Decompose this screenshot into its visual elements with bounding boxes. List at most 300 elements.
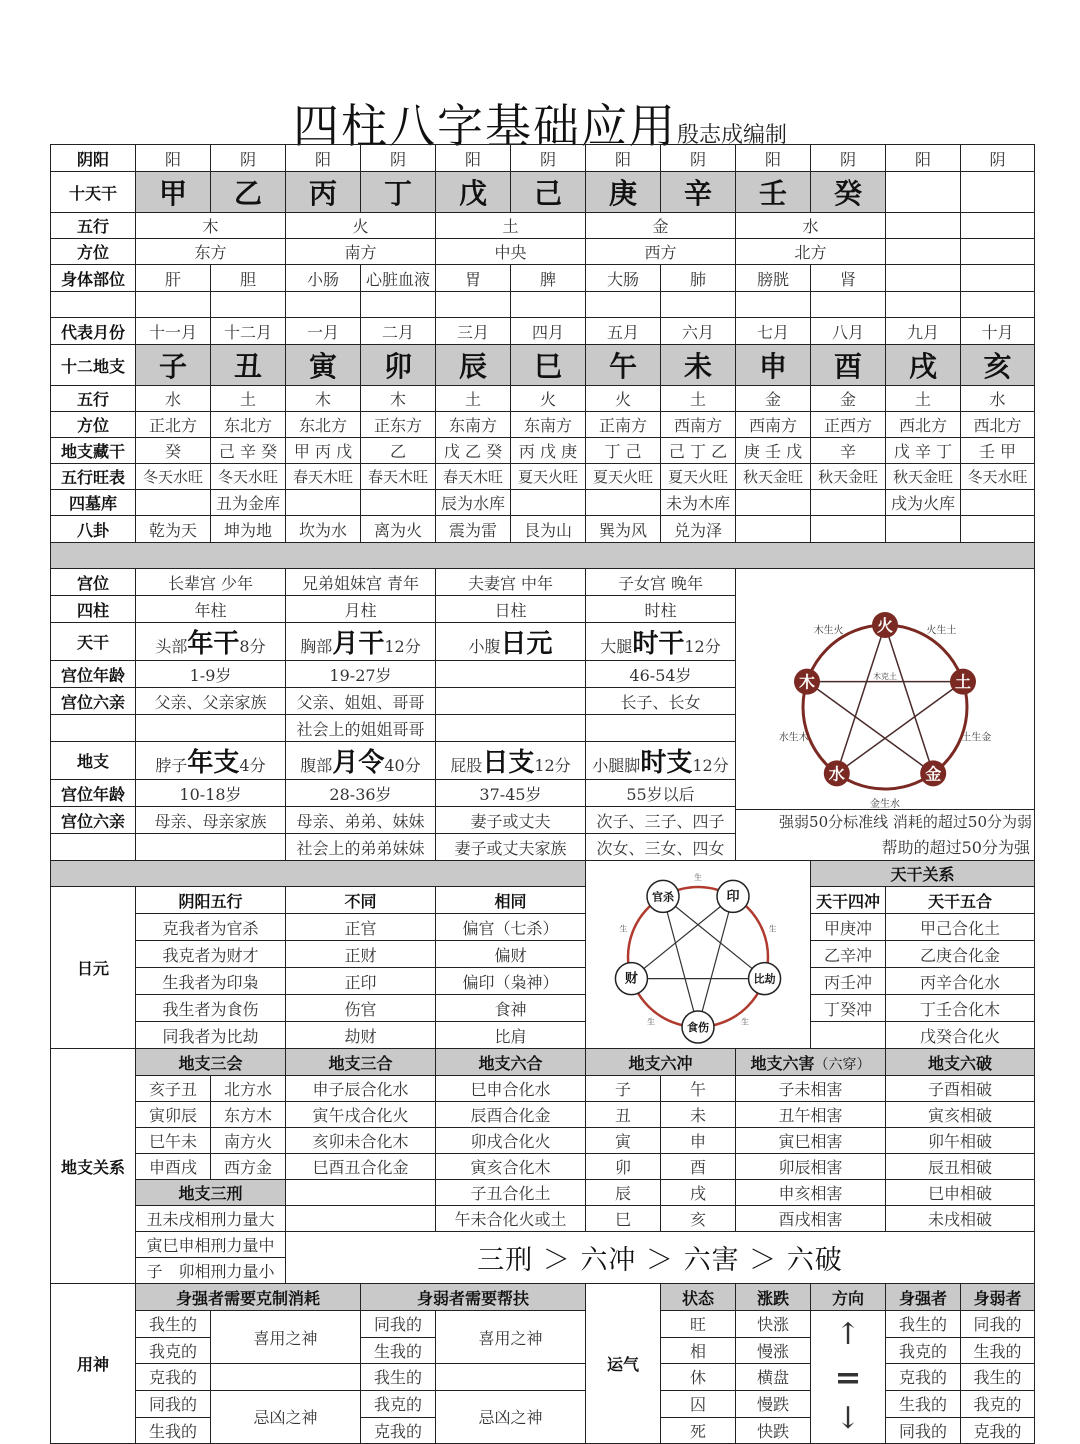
month-cell: 二月 xyxy=(361,318,436,345)
row-body xyxy=(51,265,1035,292)
empty-cell xyxy=(736,516,811,543)
column-header: 地支三会 xyxy=(136,1049,286,1076)
section-divider xyxy=(51,861,586,887)
body-part-label: 小腿脚 xyxy=(592,756,641,775)
relative-cell xyxy=(436,688,586,715)
column-header: 涨跌 xyxy=(736,1284,811,1311)
relative-cell: 母亲、母亲家族 xyxy=(136,807,286,834)
trend-cell: 慢跌 xyxy=(736,1390,811,1417)
weak-item: 克我的 xyxy=(361,1417,436,1444)
six-clash-cell: 午 xyxy=(661,1076,736,1102)
strong-fortune-cell: 生我的 xyxy=(886,1390,961,1417)
muku-cell xyxy=(511,490,586,516)
earthly-branch: 子 xyxy=(136,345,211,386)
empty-cell xyxy=(51,292,136,318)
wuxing2-cell: 土 xyxy=(661,386,736,412)
favorable-god: 喜用之神 xyxy=(436,1311,586,1364)
row-dizhi xyxy=(51,1180,1035,1206)
empty-cell xyxy=(436,715,586,742)
empty-cell xyxy=(286,1180,436,1206)
useful-god-table xyxy=(51,1284,1035,1444)
body-part-label: 头部 xyxy=(155,637,188,656)
strong-fortune-cell: 我克的 xyxy=(886,1337,961,1364)
triple-meeting-cell: 北方水 xyxy=(211,1076,286,1102)
six-break-cell: 未戌相破 xyxy=(886,1206,1035,1232)
element-cell: 金 xyxy=(586,213,736,239)
weak-fortune-cell: 生我的 xyxy=(961,1337,1035,1364)
heavenly-stem: 癸 xyxy=(811,172,886,213)
pillar-score-cell xyxy=(586,742,736,780)
ten-god-label: 食伤 xyxy=(687,1020,709,1034)
canggan-cell: 丙 戊 庚 xyxy=(511,438,586,464)
pillar-name: 日支 xyxy=(482,748,535,778)
wuxing2-cell: 木 xyxy=(361,386,436,412)
direction-cell: 中央 xyxy=(436,239,586,265)
body-part-label: 脖子 xyxy=(155,756,188,775)
pillar-score-cell xyxy=(286,742,436,780)
pillar-name: 时支 xyxy=(640,748,693,778)
ten-god-cell: 偏印（枭神） xyxy=(436,968,586,995)
muku-cell xyxy=(811,490,886,516)
six-harm-cell: 丑午相害 xyxy=(736,1102,886,1128)
pillar-score: 12分 xyxy=(692,756,729,775)
row-fangwei1 xyxy=(51,239,1035,265)
pillar-score: 4分 xyxy=(239,756,266,775)
month-cell: 九月 xyxy=(886,318,961,345)
status-cell: 囚 xyxy=(661,1390,736,1417)
restraint-line xyxy=(698,896,733,1027)
yinyang-cell: 阴 xyxy=(511,145,586,172)
month-cell: 十一月 xyxy=(136,318,211,345)
weak-fortune-cell: 我生的 xyxy=(961,1364,1035,1391)
element-label: 水 xyxy=(828,763,845,783)
pillar-score: 12分 xyxy=(384,637,421,656)
wuxing2-cell: 金 xyxy=(811,386,886,412)
pillar-name: 月令 xyxy=(332,748,385,778)
element-node xyxy=(872,612,898,638)
five-elements-wheel-cell xyxy=(736,569,1035,834)
triple-combination-cell: 申子辰合化水 xyxy=(286,1076,436,1102)
earthly-branch: 丑 xyxy=(211,345,286,386)
body-part-cell: 膀胱 xyxy=(736,265,811,292)
muku-cell: 未为木库 xyxy=(661,490,736,516)
ten-god-cell: 伤官 xyxy=(286,995,436,1022)
six-clash-cell: 申 xyxy=(661,1128,736,1154)
muku-cell xyxy=(586,490,661,516)
punishment-cell: 寅巳申相刑力量中 xyxy=(136,1232,286,1258)
heavenly-stem: 乙 xyxy=(211,172,286,213)
six-clash-cell: 戌 xyxy=(661,1180,736,1206)
empty-cell xyxy=(886,239,961,265)
row-tiangan xyxy=(51,172,1035,213)
column-header: 状态 xyxy=(661,1284,736,1311)
month-cell: 十二月 xyxy=(211,318,286,345)
row-label: 五行 xyxy=(51,213,136,239)
weak-item: 同我的 xyxy=(361,1311,436,1338)
six-combination-cell: 午未合化火或土 xyxy=(436,1206,586,1232)
fangwei2-cell: 西北方 xyxy=(961,412,1035,438)
column-header: 身强者需要克制消耗 xyxy=(136,1284,361,1311)
ten-god-cell: 正官 xyxy=(286,914,436,941)
row-wangbiao xyxy=(51,464,1035,490)
empty-cell xyxy=(736,292,811,318)
empty-cell xyxy=(886,292,961,318)
six-clash-cell: 酉 xyxy=(661,1154,736,1180)
body-part-label: 小腹 xyxy=(468,637,501,656)
row-label: 宫位六亲 xyxy=(51,807,136,834)
stem-combination-cell: 丙辛合化水 xyxy=(886,968,1035,995)
wangbiao-cell: 夏天火旺 xyxy=(661,464,736,490)
age-cell: 28-36岁 xyxy=(286,780,436,807)
row-dizhi-head xyxy=(51,1049,1035,1076)
row-riyuan xyxy=(51,968,1035,995)
heavenly-stem: 壬 xyxy=(736,172,811,213)
heavenly-stem: 戊 xyxy=(436,172,511,213)
row-blank xyxy=(51,292,1035,318)
row-dizhi xyxy=(51,1128,1035,1154)
status-cell: 休 xyxy=(661,1364,736,1391)
age-cell: 55岁以后 xyxy=(586,780,736,807)
restraint-line xyxy=(807,681,933,773)
empty-cell xyxy=(811,292,886,318)
row-dizhi xyxy=(51,345,1035,386)
month-cell: 六月 xyxy=(661,318,736,345)
weak-item: 我克的 xyxy=(361,1390,436,1417)
six-harm-cell: 子未相害 xyxy=(736,1076,886,1102)
empty-cell xyxy=(961,172,1035,213)
ten-gods-wheel xyxy=(593,865,803,1045)
wangbiao-cell: 冬天水旺 xyxy=(136,464,211,490)
yinyang-cell: 阴 xyxy=(961,145,1035,172)
six-clash-cell: 卯 xyxy=(586,1154,661,1180)
priority-order: 三刑 ＞ 六冲 ＞ 六害 ＞ 六破 xyxy=(286,1232,1035,1284)
body-part-cell: 心脏血液 xyxy=(361,265,436,292)
wuxing2-cell: 水 xyxy=(136,386,211,412)
pillar-name: 月干 xyxy=(332,629,385,659)
weak-fortune-cell: 同我的 xyxy=(961,1311,1035,1338)
triple-meeting-cell: 亥子丑 xyxy=(136,1076,211,1102)
relative-cell: 父亲、父亲家族 xyxy=(136,688,286,715)
wangbiao-cell: 秋天金旺 xyxy=(811,464,886,490)
pillar-cell: 时柱 xyxy=(586,596,736,623)
six-clash-cell: 巳 xyxy=(586,1206,661,1232)
row-months xyxy=(51,318,1035,345)
wuxing2-cell: 木 xyxy=(286,386,361,412)
pillar-score-cell xyxy=(436,623,586,661)
main-table xyxy=(50,144,1035,1444)
weak-fortune-cell: 克我的 xyxy=(961,1417,1035,1444)
row-label: 方位 xyxy=(51,239,136,265)
triple-meeting-cell: 西方金 xyxy=(211,1154,286,1180)
strong-item: 同我的 xyxy=(136,1390,211,1417)
wuxing2-cell: 水 xyxy=(961,386,1035,412)
trigram-cell: 离为火 xyxy=(361,516,436,543)
column-header: 地支三合 xyxy=(286,1049,436,1076)
pillar-score-cell xyxy=(136,623,286,661)
month-cell: 一月 xyxy=(286,318,361,345)
relative-cell: 母亲、弟弟、妹妹 xyxy=(286,807,436,834)
wuxing2-cell: 金 xyxy=(736,386,811,412)
pillar-score-cell xyxy=(586,623,736,661)
element-cell: 木 xyxy=(136,213,286,239)
punishment-cell: 子 卯相刑力量小 xyxy=(136,1258,286,1284)
row-label: 方位 xyxy=(51,412,136,438)
earthly-branch: 卯 xyxy=(361,345,436,386)
punishment-title: 地支三刑 xyxy=(136,1180,286,1206)
canggan-cell: 甲 丙 戊 xyxy=(286,438,361,464)
row-label: 四柱 xyxy=(51,596,136,623)
stem-clash-cell xyxy=(811,1022,886,1049)
earthly-branch: 午 xyxy=(586,345,661,386)
row-label: 五行旺表 xyxy=(51,464,136,490)
author-credit: 殷志成编制 xyxy=(676,123,787,148)
body-part-cell: 脾 xyxy=(511,265,586,292)
six-break-cell: 辰丑相破 xyxy=(886,1154,1035,1180)
row-dizhi xyxy=(51,1154,1035,1180)
unfavorable-god: 忌凶之神 xyxy=(211,1390,361,1444)
weak-item: 生我的 xyxy=(361,1337,436,1364)
triple-combination-cell: 寅午戌合化火 xyxy=(286,1102,436,1128)
age-cell: 1-9岁 xyxy=(136,661,286,688)
arrow-up-icon: ↑ xyxy=(835,1317,861,1352)
generation-label: 金生水 xyxy=(870,798,900,809)
fangwei2-cell: 西南方 xyxy=(661,412,736,438)
generation-label: 火生土 xyxy=(926,624,957,636)
element-label: 火 xyxy=(876,615,894,635)
stem-clash-cell: 甲庚冲 xyxy=(811,914,886,941)
page-title: 四柱八字基础应用 xyxy=(292,99,677,153)
ten-god-cell: 我生者为食伤 xyxy=(136,995,286,1022)
pillar-cell: 年柱 xyxy=(136,596,286,623)
generation-label: 生 xyxy=(619,923,628,933)
generation-label: 水生木 xyxy=(778,732,809,744)
trend-cell: 快涨 xyxy=(736,1311,811,1338)
stem-combination-cell: 甲己合化土 xyxy=(886,914,1035,941)
pillar-score: 40分 xyxy=(384,756,421,775)
age-cell xyxy=(436,661,586,688)
empty-cell xyxy=(136,292,211,318)
row-label: 代表月份 xyxy=(51,318,136,345)
fangwei2-cell: 正北方 xyxy=(136,412,211,438)
ten-god-node xyxy=(749,962,781,994)
direction-arrows xyxy=(811,1311,886,1444)
triple-meeting-cell: 南方火 xyxy=(211,1128,286,1154)
relative-cell: 父亲、姐姐、哥哥 xyxy=(286,688,436,715)
row-label: 宫位年龄 xyxy=(51,780,136,807)
relative-cell: 次子、三子、四子 xyxy=(586,807,736,834)
four-pillars-table xyxy=(51,569,1035,861)
six-combination-cell: 巳申合化水 xyxy=(436,1076,586,1102)
body-part-cell: 肺 xyxy=(661,265,736,292)
body-part-label: 腹部 xyxy=(300,756,333,775)
earthly-branch: 酉 xyxy=(811,345,886,386)
element-label: 金 xyxy=(925,763,942,783)
empty-cell xyxy=(211,1364,361,1391)
fangwei2-cell: 正南方 xyxy=(586,412,661,438)
empty-cell xyxy=(211,292,286,318)
header-note: （六穿） xyxy=(814,1056,871,1073)
column-header: 地支六冲 xyxy=(586,1049,736,1076)
column-header: 方向 xyxy=(811,1284,886,1311)
element-node xyxy=(794,668,820,694)
direction-cell: 南方 xyxy=(286,239,436,265)
six-break-cell: 子酉相破 xyxy=(886,1076,1035,1102)
section-divider xyxy=(51,543,1035,569)
ten-god-label: 比劫 xyxy=(753,972,776,986)
empty-cell xyxy=(436,1364,586,1391)
triple-meeting-cell: 申酉戌 xyxy=(136,1154,211,1180)
canggan-cell: 己 丁 乙 xyxy=(661,438,736,464)
six-clash-cell: 丑 xyxy=(586,1102,661,1128)
empty-cell xyxy=(961,516,1035,543)
empty-cell xyxy=(961,239,1035,265)
body-part-cell: 肾 xyxy=(811,265,886,292)
heavenly-stem: 己 xyxy=(511,172,586,213)
ten-god-cell: 比肩 xyxy=(436,1022,586,1049)
triple-meeting-cell: 巳午未 xyxy=(136,1128,211,1154)
six-harm-cell: 卯辰相害 xyxy=(736,1154,886,1180)
yinyang-cell: 阳 xyxy=(286,145,361,172)
ten-god-node xyxy=(717,880,749,912)
ten-god-cell: 偏财 xyxy=(436,941,586,968)
pillar-name: 年支 xyxy=(187,748,240,778)
fangwei2-cell: 正西方 xyxy=(811,412,886,438)
row-gongwei xyxy=(51,569,1035,596)
column-header: 身弱者 xyxy=(961,1284,1035,1311)
row-label: 阴阳 xyxy=(51,145,136,172)
earthly-branch: 未 xyxy=(661,345,736,386)
wuxing2-cell: 火 xyxy=(586,386,661,412)
month-cell: 八月 xyxy=(811,318,886,345)
six-clash-cell: 亥 xyxy=(661,1206,736,1232)
row-label: 五行 xyxy=(51,386,136,412)
row-yong xyxy=(51,1364,1035,1391)
strong-item: 我生的 xyxy=(136,1311,211,1338)
palace-cell: 夫妻宫 中年 xyxy=(436,569,586,596)
ten-god-cell: 同我者为比劫 xyxy=(136,1022,286,1049)
heavenly-stem: 甲 xyxy=(136,172,211,213)
triple-meeting-cell: 寅卯辰 xyxy=(136,1102,211,1128)
wangbiao-cell: 春天木旺 xyxy=(286,464,361,490)
direction-cell: 西方 xyxy=(586,239,736,265)
header-text: 地支六害 xyxy=(750,1053,815,1073)
fangwei2-cell: 正东方 xyxy=(361,412,436,438)
relative-cell: 妻子或丈夫家族 xyxy=(436,834,586,861)
earthly-branch: 戌 xyxy=(886,345,961,386)
generation-label: 生 xyxy=(768,923,777,933)
wuxing2-cell: 土 xyxy=(436,386,511,412)
favorable-god: 喜用之神 xyxy=(211,1311,361,1364)
generation-label: 木生火 xyxy=(813,624,844,636)
relative-cell xyxy=(136,834,286,861)
strong-item: 克我的 xyxy=(136,1364,211,1391)
trigram-cell: 乾为天 xyxy=(136,516,211,543)
row-label: 地支藏干 xyxy=(51,438,136,464)
heavenly-stem: 庚 xyxy=(586,172,661,213)
pillar-score: 8分 xyxy=(239,637,266,656)
pillar-name: 时干 xyxy=(632,629,685,659)
five-elements-wheel xyxy=(765,589,1005,809)
six-clash-cell: 未 xyxy=(661,1102,736,1128)
heavenly-stem: 辛 xyxy=(661,172,736,213)
triple-combination-cell: 亥卯未合化木 xyxy=(286,1128,436,1154)
branch-relations-table xyxy=(51,1049,1035,1284)
row-yong-head xyxy=(51,1284,1035,1311)
earthly-branch: 巳 xyxy=(511,345,586,386)
empty-cell xyxy=(661,292,736,318)
wangbiao-cell: 夏天火旺 xyxy=(511,464,586,490)
wangbiao-cell: 冬天水旺 xyxy=(961,464,1035,490)
month-cell: 三月 xyxy=(436,318,511,345)
yinyang-cell: 阴 xyxy=(661,145,736,172)
row-yong xyxy=(51,1311,1035,1338)
body-part-cell: 胃 xyxy=(436,265,511,292)
row-canggan xyxy=(51,438,1035,464)
canggan-cell: 庚 壬 戊 xyxy=(736,438,811,464)
stem-relations-title: 天干关系 xyxy=(811,861,1035,887)
punishment-cell: 丑未戌相刑力量大 xyxy=(136,1206,286,1232)
body-part-cell: 肝 xyxy=(136,265,211,292)
empty-cell xyxy=(511,292,586,318)
empty-cell xyxy=(286,292,361,318)
row-yinyang xyxy=(51,145,1035,172)
ten-god-cell: 生我者为印枭 xyxy=(136,968,286,995)
trigram-cell: 坤为地 xyxy=(211,516,286,543)
yinyang-cell: 阳 xyxy=(436,145,511,172)
restraint-line xyxy=(663,896,698,1027)
six-harm-cell: 寅巳相害 xyxy=(736,1128,886,1154)
element-cell: 土 xyxy=(436,213,586,239)
ten-god-label: 官杀 xyxy=(652,889,674,903)
age-cell: 10-18岁 xyxy=(136,780,286,807)
restraint-line xyxy=(885,625,933,773)
strength-note: 强弱50分标准线 消耗的超过50分为弱 xyxy=(736,809,1034,834)
restraint-line xyxy=(837,681,963,773)
ten-god-cell: 我克者为财才 xyxy=(136,941,286,968)
wuxing2-cell: 火 xyxy=(511,386,586,412)
element-label: 木 xyxy=(799,672,816,692)
trend-cell: 横盘 xyxy=(736,1364,811,1391)
row-riyuan-head xyxy=(51,887,1035,914)
wangbiao-cell: 夏天火旺 xyxy=(586,464,661,490)
element-node xyxy=(824,760,850,786)
ten-god-node xyxy=(615,962,647,994)
column-header: 相同 xyxy=(436,887,586,914)
strong-item: 生我的 xyxy=(136,1417,211,1444)
six-harm-cell: 酉戌相害 xyxy=(736,1206,886,1232)
stem-combination-cell: 戊癸合化火 xyxy=(886,1022,1035,1049)
row-label: 身体部位 xyxy=(51,265,136,292)
age-cell: 19-27岁 xyxy=(286,661,436,688)
triple-meeting-cell: 东方木 xyxy=(211,1102,286,1128)
yinyang-cell: 阴 xyxy=(211,145,286,172)
generation-label: 土生金 xyxy=(961,732,992,744)
row-liuqin2b xyxy=(51,834,1035,861)
canggan-cell: 壬 甲 xyxy=(961,438,1035,464)
strong-fortune-cell: 我生的 xyxy=(886,1311,961,1338)
relative-cell: 妻子或丈夫 xyxy=(436,807,586,834)
month-cell: 七月 xyxy=(736,318,811,345)
row-label: 宫位年龄 xyxy=(51,661,136,688)
trigram-cell: 震为雷 xyxy=(436,516,511,543)
earthly-branch: 亥 xyxy=(961,345,1035,386)
row-label: 八卦 xyxy=(51,516,136,543)
empty-cell xyxy=(286,1206,436,1232)
relative-cell: 社会上的姐姐哥哥 xyxy=(286,715,436,742)
row-label: 宫位六亲 xyxy=(51,688,136,715)
row-label: 天干 xyxy=(51,623,136,661)
wuxing2-cell: 土 xyxy=(211,386,286,412)
